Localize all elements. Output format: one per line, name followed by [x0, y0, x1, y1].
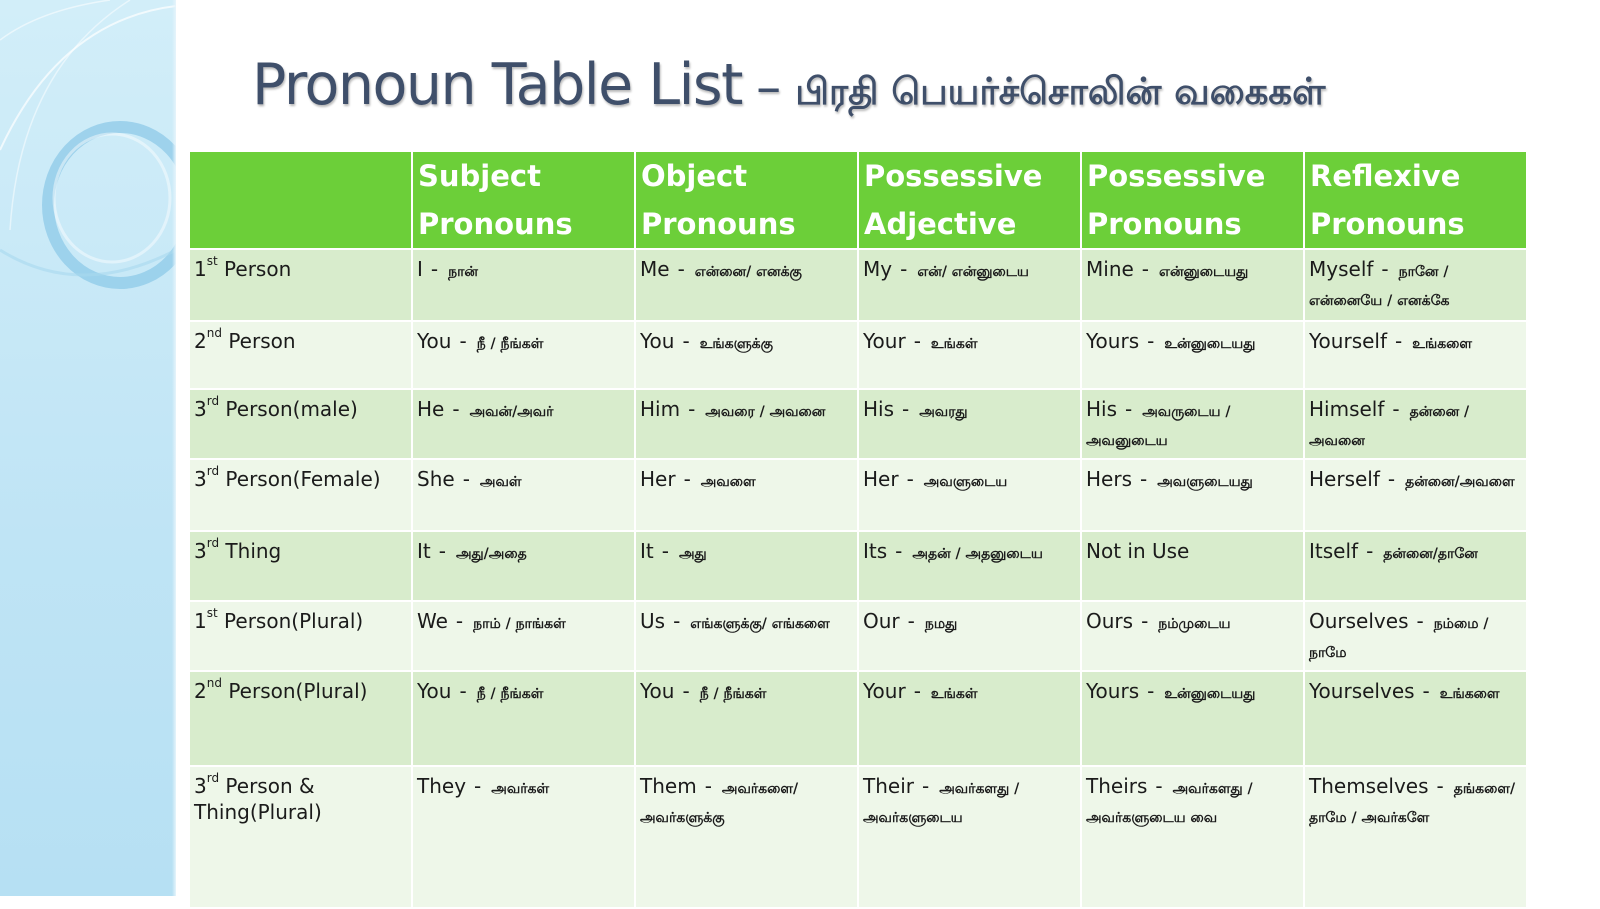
- pronoun-tamil: அவளுடைய: [923, 474, 1008, 490]
- pronoun-cell: [412, 459, 635, 531]
- pronoun-english: Myself: [1309, 257, 1374, 281]
- pronoun-cell: [1304, 766, 1527, 908]
- pronoun-tamil: தங்களை/ தாமே / அவர்களே: [1309, 781, 1516, 826]
- header-cell: Object Pronouns: [635, 151, 858, 249]
- pronoun-tamil: தன்னை/அவளை: [1405, 474, 1515, 490]
- row-label-ordinal-suffix: nd: [206, 326, 222, 341]
- row-label-ordinal-suffix: rd: [206, 464, 220, 479]
- row-label-number: 2: [194, 679, 207, 703]
- row-label-number: 1: [194, 257, 207, 281]
- pronoun-tamil: அவளை: [700, 474, 756, 490]
- pronoun-cell: [412, 531, 635, 601]
- pronoun-english: Not in Use: [1086, 539, 1190, 563]
- pronoun-cell: [858, 249, 1081, 321]
- row-label-cell: [189, 671, 412, 766]
- pronoun-dash: -: [682, 679, 690, 703]
- pronoun-english: His: [1086, 397, 1118, 421]
- pronoun-english: You: [640, 329, 675, 353]
- pronoun-cell: [858, 531, 1081, 601]
- pronoun-dash: -: [430, 257, 439, 281]
- pronoun-tamil: உன்னுடையது: [1164, 686, 1256, 702]
- pronoun-cell: [635, 766, 858, 908]
- row-label-text: Person: [221, 329, 296, 353]
- pronoun-english: Theirs: [1086, 774, 1148, 798]
- decorative-rings-graphic: [0, 0, 176, 896]
- pronoun-tamil: உங்களுக்கு: [699, 336, 773, 352]
- pronoun-english: They: [417, 774, 467, 798]
- pronoun-dash: -: [683, 467, 691, 491]
- pronoun-tamil: நமது: [924, 616, 958, 632]
- pronoun-cell: [858, 459, 1081, 531]
- row-label-text: Person(Plural): [221, 679, 368, 703]
- pronoun-dash: -: [906, 467, 914, 491]
- pronoun-cell: [1081, 459, 1304, 531]
- pronoun-dash: -: [704, 774, 712, 798]
- pronoun-cell: [412, 766, 635, 908]
- row-label-number: 3: [194, 467, 207, 491]
- pronoun-dash: -: [682, 329, 690, 353]
- pronoun-tamil: அவள்: [479, 474, 522, 490]
- pronoun-tamil: நீ / நீங்கள்: [476, 686, 544, 702]
- pronoun-tamil: என்னை/ எனக்கு: [694, 264, 802, 280]
- table-header-row: [189, 151, 1527, 249]
- pronoun-cell: [858, 766, 1081, 908]
- pronoun-english: Her: [640, 467, 676, 491]
- pronoun-tamil: நீ / நீங்கள்: [476, 336, 544, 352]
- pronoun-tamil: நம்முடைய: [1158, 616, 1231, 632]
- pronoun-dash: -: [1147, 329, 1155, 353]
- pronoun-tamil: அவன்/அவர்: [469, 404, 554, 420]
- pronoun-tamil: என்/ என்னுடைய: [917, 264, 1029, 280]
- pronoun-english: Itself: [1309, 539, 1359, 563]
- pronoun-dash: -: [455, 609, 464, 633]
- pronoun-dash: -: [1416, 609, 1424, 633]
- pronoun-dash: -: [688, 397, 696, 421]
- row-label-cell: [189, 766, 412, 908]
- table-row: [189, 531, 1527, 601]
- pronoun-cell: [635, 459, 858, 531]
- pronoun-tamil: அது: [678, 546, 707, 562]
- pronoun-tamil: அதன் / அதனுடைய: [912, 546, 1043, 562]
- pronoun-tamil: நானே / என்னையே / எனக்கே: [1309, 264, 1450, 309]
- row-label-cell: [189, 531, 412, 601]
- row-label-ordinal-suffix: nd: [206, 676, 222, 691]
- pronoun-cell: [1081, 601, 1304, 671]
- pronoun-tamil: உங்களை: [1412, 336, 1473, 352]
- pronoun-english: Yours: [1086, 329, 1140, 353]
- pronoun-cell: [412, 321, 635, 389]
- pronoun-dash: -: [1141, 257, 1150, 281]
- pronoun-tamil: அவளுடையது: [1157, 474, 1253, 490]
- row-label-cell: [189, 249, 412, 321]
- pronoun-english: Its: [863, 539, 888, 563]
- title-separator: –: [756, 58, 782, 116]
- pronoun-tamil: உங்கள்: [930, 336, 978, 352]
- pronoun-english: Ours: [1086, 609, 1134, 633]
- pronoun-tamil: உன்னுடையது: [1164, 336, 1256, 352]
- pronoun-cell: [635, 321, 858, 389]
- pronoun-tamil: நீ / நீங்கள்: [699, 686, 767, 702]
- pronoun-english: Hers: [1086, 467, 1132, 491]
- pronoun-tamil: உங்களை: [1439, 686, 1500, 702]
- pronoun-tamil: அவரை / அவனை: [705, 404, 826, 420]
- row-label-text: Person(male): [219, 397, 358, 421]
- row-label-number: 3: [194, 397, 207, 421]
- pronoun-dash: -: [661, 539, 669, 563]
- pronoun-cell: [1304, 601, 1527, 671]
- pronoun-tamil: என்னுடையது: [1159, 264, 1249, 280]
- pronoun-dash: -: [677, 257, 685, 281]
- pronoun-dash: -: [900, 257, 908, 281]
- pronoun-cell: [635, 671, 858, 766]
- header-cell: Reflexive Pronouns: [1304, 151, 1527, 249]
- pronoun-tamil: தன்னை / அவனை: [1309, 404, 1470, 449]
- row-label-text: Person & Thing(Plural): [194, 774, 322, 824]
- table-row: [189, 459, 1527, 531]
- pronoun-english: Your: [863, 329, 906, 353]
- pronoun-dash: -: [1436, 774, 1444, 798]
- pronoun-dash: -: [459, 329, 467, 353]
- pronoun-dash: -: [1141, 609, 1149, 633]
- pronoun-cell: [635, 249, 858, 321]
- pronoun-dash: -: [1387, 467, 1396, 491]
- pronoun-cell: [412, 389, 635, 459]
- row-label-text: Thing: [219, 539, 282, 563]
- row-label-cell: [189, 459, 412, 531]
- pronoun-tamil: அவர்கள்: [491, 781, 550, 797]
- pronoun-cell: [1081, 389, 1304, 459]
- decorative-side-panel: [0, 0, 176, 896]
- pronoun-english: She: [417, 467, 455, 491]
- pronoun-english: You: [417, 679, 452, 703]
- pronoun-cell: [858, 671, 1081, 766]
- pronoun-dash: -: [1147, 679, 1155, 703]
- pronoun-dash: -: [673, 609, 681, 633]
- row-label-ordinal-suffix: rd: [206, 394, 220, 409]
- title-english: Pronoun Table List: [252, 52, 742, 118]
- pronoun-tamil: அவர்களை/ அவர்களுக்கு: [640, 781, 799, 826]
- pronoun-cell: [1304, 531, 1527, 601]
- pronoun-tamil: நம்மை /நாமே: [1309, 616, 1489, 661]
- table-row: [189, 389, 1527, 459]
- pronoun-cell: [635, 601, 858, 671]
- table-row: [189, 601, 1527, 671]
- pronoun-dash: -: [895, 539, 903, 563]
- page-title: [252, 52, 1325, 118]
- pronoun-table: [188, 150, 1528, 909]
- row-label-cell: [189, 601, 412, 671]
- pronoun-tamil: அவர்களது / அவர்களுடைய: [863, 781, 1020, 826]
- row-label-ordinal-suffix: st: [206, 606, 218, 621]
- pronoun-cell: [1081, 766, 1304, 908]
- pronoun-english: We: [417, 609, 448, 633]
- row-label-text: Person: [217, 257, 292, 281]
- pronoun-english: Himself: [1309, 397, 1385, 421]
- pronoun-dash: -: [1140, 467, 1148, 491]
- table-row: [189, 249, 1527, 321]
- pronoun-english: I: [417, 257, 423, 281]
- title-tamil: பிரதி பெயர்ச்சொலின் வகைகள்: [795, 70, 1326, 113]
- pronoun-english: Their: [863, 774, 914, 798]
- pronoun-dash: -: [1366, 539, 1374, 563]
- pronoun-english: He: [417, 397, 445, 421]
- pronoun-cell: [1304, 321, 1527, 389]
- pronoun-cell: [1304, 671, 1527, 766]
- pronoun-dash: -: [1395, 329, 1403, 353]
- pronoun-dash: -: [1125, 397, 1133, 421]
- pronoun-cell: [635, 531, 858, 601]
- pronoun-tamil: அவருடைய /அவனுடைய: [1086, 404, 1231, 449]
- row-label-number: 2: [194, 329, 207, 353]
- pronoun-cell: [1081, 671, 1304, 766]
- pronoun-cell: [635, 389, 858, 459]
- pronoun-english: Him: [640, 397, 681, 421]
- pronoun-dash: -: [438, 539, 446, 563]
- pronoun-english: Her: [863, 467, 899, 491]
- pronoun-dash: -: [1155, 774, 1163, 798]
- header-cell: Possessive Pronouns: [1081, 151, 1304, 249]
- row-label-cell: [189, 389, 412, 459]
- row-label-cell: [189, 321, 412, 389]
- pronoun-cell: [1304, 459, 1527, 531]
- row-label-number: 1: [194, 609, 207, 633]
- pronoun-english: Your: [863, 679, 906, 703]
- pronoun-english: Our: [863, 609, 900, 633]
- row-label-number: 3: [194, 774, 207, 798]
- pronoun-dash: -: [452, 397, 460, 421]
- pronoun-dash: -: [459, 679, 467, 703]
- pronoun-dash: -: [913, 679, 921, 703]
- table-row: [189, 671, 1527, 766]
- pronoun-english: Me: [640, 257, 670, 281]
- pronoun-english: It: [640, 539, 654, 563]
- pronoun-english: Us: [640, 609, 666, 633]
- pronoun-tamil: அவர்களது / அவர்களுடைய வை: [1086, 781, 1253, 826]
- pronoun-cell: [412, 601, 635, 671]
- pronoun-tamil: தன்னை/தானே: [1383, 546, 1478, 562]
- pronoun-english: Yours: [1086, 679, 1140, 703]
- pronoun-tamil: நாம் / நாங்கள்: [473, 616, 566, 632]
- pronoun-english: Them: [640, 774, 697, 798]
- pronoun-dash: -: [921, 774, 930, 798]
- pronoun-dash: -: [1392, 397, 1400, 421]
- pronoun-english: You: [417, 329, 452, 353]
- table-row: [189, 766, 1527, 908]
- pronoun-english: His: [863, 397, 895, 421]
- pronoun-cell: [1081, 531, 1304, 601]
- pronoun-cell: [412, 671, 635, 766]
- pronoun-tamil: அவரது: [919, 404, 968, 420]
- pronoun-tamil: உங்கள்: [930, 686, 978, 702]
- pronoun-cell: [858, 321, 1081, 389]
- pronoun-cell: [412, 249, 635, 321]
- row-label-text: Person(Female): [219, 467, 381, 491]
- pronoun-english: Yourself: [1309, 329, 1388, 353]
- pronoun-cell: [1081, 249, 1304, 321]
- row-label-ordinal-suffix: st: [206, 254, 218, 269]
- pronoun-cell: [858, 601, 1081, 671]
- table-body: [189, 249, 1527, 908]
- pronoun-dash: -: [1422, 679, 1430, 703]
- table-row: [189, 321, 1527, 389]
- header-cell: Subject Pronouns: [412, 151, 635, 249]
- pronoun-cell: [1304, 249, 1527, 321]
- pronoun-dash: -: [902, 397, 910, 421]
- row-label-ordinal-suffix: rd: [206, 771, 220, 786]
- header-cell: Possessive Adjective: [858, 151, 1081, 249]
- pronoun-tamil: எங்களுக்கு/ எங்களை: [690, 616, 830, 632]
- pronoun-tamil: நான்: [448, 264, 478, 280]
- pronoun-english: Themselves: [1309, 774, 1429, 798]
- pronoun-english: Herself: [1309, 467, 1380, 491]
- pronoun-dash: -: [1381, 257, 1389, 281]
- row-label-text: Person(Plural): [217, 609, 364, 633]
- pronoun-cell: [1081, 321, 1304, 389]
- pronoun-dash: -: [907, 609, 915, 633]
- pronoun-dash: -: [474, 774, 482, 798]
- pronoun-cell: [1304, 389, 1527, 459]
- pronoun-cell: [858, 389, 1081, 459]
- pronoun-dash: -: [913, 329, 921, 353]
- pronoun-english: Yourselves: [1309, 679, 1415, 703]
- pronoun-english: Ourselves: [1309, 609, 1409, 633]
- pronoun-tamil: அது/அதை: [455, 546, 527, 562]
- pronoun-english: You: [640, 679, 675, 703]
- pronoun-dash: -: [462, 467, 470, 491]
- pronoun-english: My: [863, 257, 893, 281]
- pronoun-english: Mine: [1086, 257, 1134, 281]
- pronoun-english: It: [417, 539, 431, 563]
- header-cell-empty: [189, 151, 412, 249]
- row-label-number: 3: [194, 539, 207, 563]
- row-label-ordinal-suffix: rd: [206, 536, 220, 551]
